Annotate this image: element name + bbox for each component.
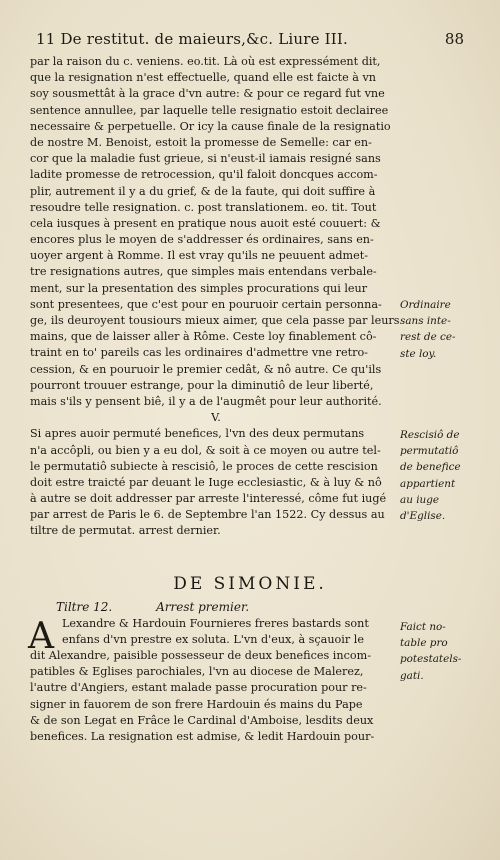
- text-line: tiltre de permutat. arrest dernier.: [30, 524, 221, 538]
- text-line: de nostre M. Benoist, estoit la promesse de Semelle: car en-: [30, 135, 372, 149]
- text-line: dit Alexandre, paisible possesseur de deux benefices incom-: [30, 649, 371, 662]
- text-line: benefices. La resignation est admise, & ledit Hardouin pour-: [30, 729, 375, 743]
- margin-notes-2: [400, 427, 470, 524]
- margin-note: table pro: [400, 637, 448, 650]
- text-line: sentence annullee, par laquelle telle resignatio estoit declairee: [30, 103, 389, 117]
- page-number: 88: [444, 30, 464, 48]
- section-title: DE SIMONIE.: [173, 574, 327, 594]
- subhead-arrest: Arrest premier.: [156, 600, 250, 614]
- margin-note: appartient: [400, 477, 456, 490]
- text-line: mais s'ils y pensent biê, il y a de l'augmêt pour leur authorité.: [30, 394, 382, 408]
- text-line: tre resignations autres, que simples mais entendans verbale-: [30, 265, 377, 279]
- margin-note: Faict no-: [400, 621, 446, 633]
- text-block-3: [30, 648, 402, 745]
- margin-note: au iuge: [400, 493, 440, 506]
- margin-notes-3: [400, 619, 470, 684]
- text-line: ment, sur la presentation des simples procurations qui leur: [30, 281, 368, 295]
- margin-note: Rescisiô de: [400, 429, 460, 441]
- text-line: necessaire & perpetuelle. Or icy la cause finale de la resignatio: [30, 119, 391, 133]
- subhead-title: Tiltre 12.: [56, 600, 113, 614]
- text-line: l'autre d'Angiers, estant malade passe procuration pour re-: [30, 681, 367, 695]
- margin-note: ste loy.: [400, 347, 437, 360]
- text-line: cor que la maladie fust grieue, si n'eust-il iamais resigné sans: [30, 152, 381, 166]
- header-title: 11 De restitut. de maieurs,&c. Liure III.: [36, 30, 349, 48]
- text-line: enfans d'vn prestre ex soluta. L'vn d'eux, à sçauoir le: [62, 633, 364, 647]
- text-line: ge, ils deuroyent tousiours mieux aimer, que cela passe par leurs: [30, 314, 400, 327]
- section-subhead: [56, 600, 356, 614]
- section-number: V.: [211, 411, 221, 425]
- text-line: encores plus le moyen de s'addresser és ordinaires, sans en-: [30, 233, 374, 247]
- text-line: Si apres auoir permuté benefices, l'vn des deux permutans: [30, 427, 365, 441]
- text-line: plir, autrement il y a du grief, & de la faute, qui doit suffire à: [30, 184, 376, 198]
- text-line: signer in fauorem de son frere Hardouin és mains du Pape: [30, 697, 363, 711]
- text-line: le permutatiô subiecte à rescisiô, le proces de cette rescision: [30, 459, 378, 473]
- text-line: sont presentees, que c'est pour en pouruoir certain personna-: [30, 297, 382, 311]
- text-line: doit estre traicté par deuant le Iuge ecclesiastic, & à luy & nô: [30, 475, 382, 489]
- text-line: resoudre telle resignation. c. post translationem. eo. tit. Tout: [30, 200, 377, 214]
- text-line: par la raison du c. veniens. eo.tit. Là où est expressément dit,: [30, 55, 381, 68]
- text-line: pourront trouuer estrange, pour la diminutiô de leur liberté,: [30, 378, 374, 392]
- margin-note: rest de ce-: [400, 331, 456, 344]
- margin-note: Ordinaire: [400, 299, 451, 311]
- margin-note: de benefice: [400, 461, 461, 474]
- margin-note: permutatiô: [400, 445, 459, 458]
- text-line: soy sousmettât à la grace d'vn autre: & pour ce regard fut vne: [30, 87, 385, 101]
- text-line: uoyer argent à Romme. Il est vray qu'ils ne peuuent admet-: [30, 249, 369, 263]
- text-line: traint en to' pareils cas les ordinaires d'admettre vne retro-: [30, 346, 368, 360]
- text-line: & de son Legat en Frâce le Cardinal d'Amboise, lesdits deux: [30, 713, 374, 727]
- margin-note: gati.: [400, 669, 424, 682]
- margin-note: potestatels-: [400, 653, 462, 666]
- text-line: n'a accôpli, ou bien y a eu dol, & soit à ce moyen ou autre tel-: [30, 443, 381, 457]
- text-line: patibles & Eglises parochiales, l'vn au diocese de Malerez,: [30, 665, 364, 679]
- margin-notes-1: [400, 297, 470, 362]
- drop-cap: A: [28, 616, 54, 657]
- text-block-indented: [62, 616, 402, 648]
- margin-note: d'Eglise.: [400, 509, 446, 522]
- margin-note: sans inte-: [400, 315, 451, 328]
- text-line: ladite promesse de retrocession, qu'il faloit doncques accom-: [30, 168, 378, 182]
- text-block-1: [30, 54, 402, 540]
- text-line: cession, & en pouruoir le premier cedât, & nô autre. Ce qu'ils: [30, 362, 382, 376]
- text-line: par arrest de Paris le 6. de Septembre l'an 1522. Cy dessus au: [30, 508, 385, 522]
- text-line: mains, que de laisser aller à Rôme. Ceste loy finablement cô-: [30, 330, 377, 344]
- text-line: Lexandre & Hardouin Fournieres freres bastards sont: [62, 617, 369, 630]
- text-line: à autre se doit addresser par arreste l'interessé, côme fut iugé: [30, 492, 387, 506]
- text-line: que la resignation n'est effectuelle, quand elle est faicte à vn: [30, 71, 377, 85]
- text-line: cela iusques à present en pratique nous auoit esté couuert: &: [30, 216, 381, 230]
